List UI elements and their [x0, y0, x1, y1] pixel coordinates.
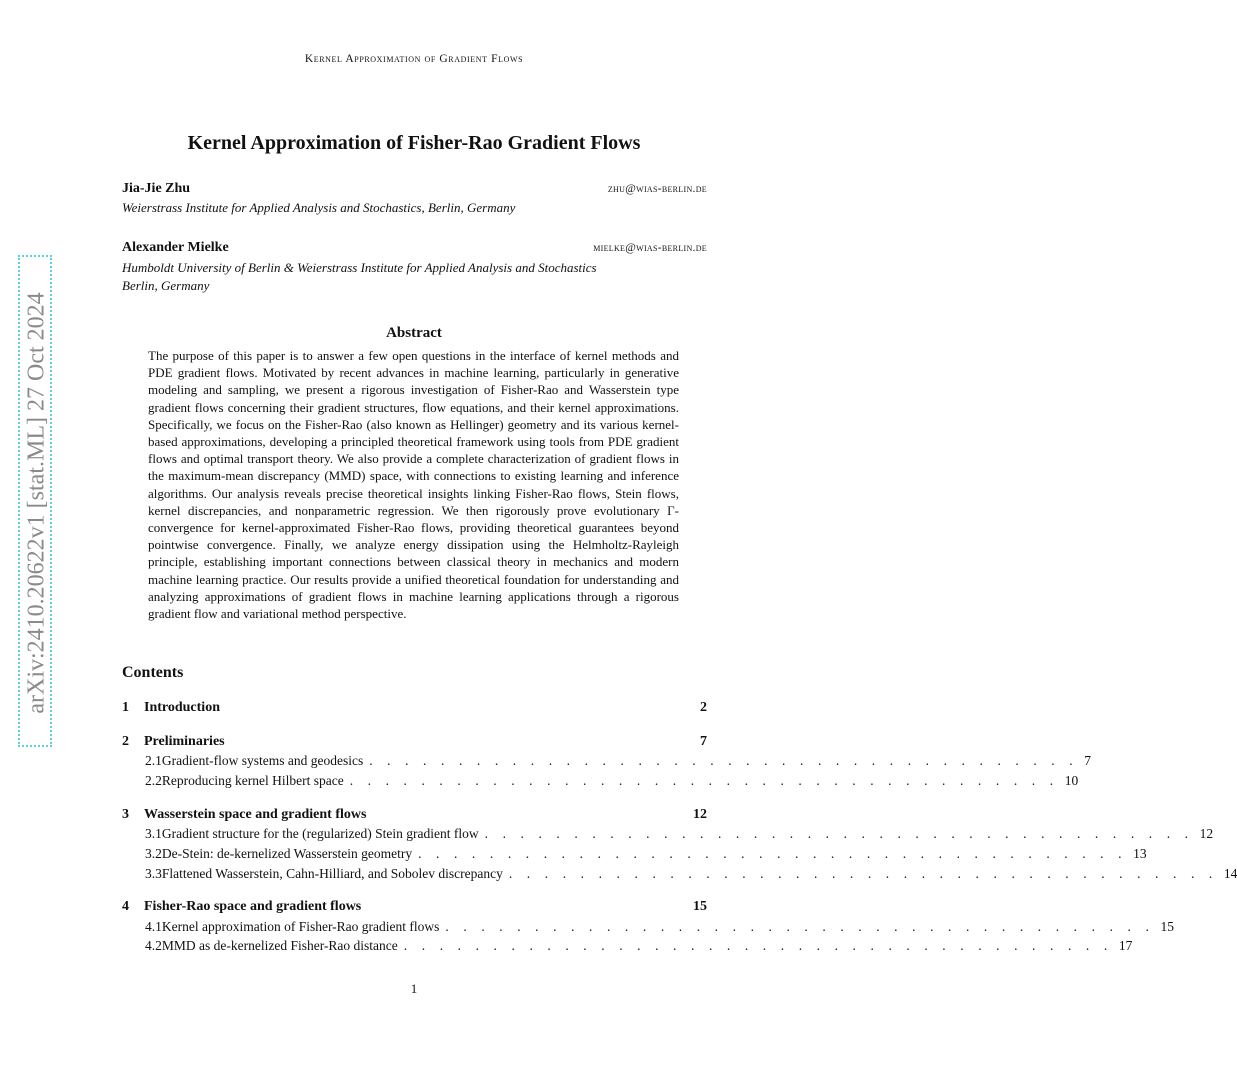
running-head: Kernel Approximation of Gradient Flows: [304, 53, 524, 65]
toc-subsection[interactable]: [145, 919, 1174, 939]
toc-subsection[interactable]: [145, 773, 1079, 793]
toc-leader-dots: . . . . . . . . . . . . . . . . . . . . . . . . . . . . . . . . . . . . . . . .: [508, 866, 1218, 881]
toc-subsection[interactable]: [145, 938, 1133, 958]
toc-subsection-title: Flattened Wasserstein, Cahn-Hilliard, and Sobolev discrepancy: [161, 866, 503, 881]
toc-page-number: 17: [1118, 938, 1133, 953]
author-affiliation: Humboldt University of Berlin & Weierstrass Institute for Applied Analysis and Stochastics: [122, 260, 597, 275]
toc-leader-dots: . . . . . . . . . . . . . . . . . . . . . . . . . . . . . . . . . . . . . . . .: [418, 846, 1128, 861]
author-affiliation: Weierstrass Institute for Applied Analysis and Stochastics, Berlin, Germany: [122, 200, 516, 215]
toc-subsection-number: 2.2: [145, 773, 162, 788]
toc-subsection-title: MMD as de-kernelized Fisher-Rao distance: [161, 938, 398, 953]
toc-section-title: Wasserstein space and gradient flows: [144, 807, 367, 822]
toc-subsection-number: 4.1: [145, 919, 162, 934]
toc-section-number: 3: [122, 807, 129, 822]
author-name: Jia-Jie Zhu: [122, 181, 191, 196]
toc-section[interactable]: [122, 807, 707, 827]
toc-section-number: 2: [122, 734, 129, 749]
toc-page-number: 12: [1199, 826, 1214, 841]
toc-page-number: 13: [1133, 846, 1147, 861]
toc-leader-dots: . . . . . . . . . . . . . . . . . . . . . . . . . . . . . . . . . . . . . . . .: [369, 753, 1079, 768]
toc-leader-dots: . . . . . . . . . . . . . . . . . . . . . . . . . . . . . . . . . . . . . . . .: [445, 919, 1155, 934]
toc-section[interactable]: [122, 734, 707, 754]
arxiv-identifier: arXiv:2410.20622v1 [stat.ML] 27 Oct 2024: [23, 292, 50, 714]
paper-title: Kernel Approximation of Fisher-Rao Gradient Flows: [187, 132, 641, 154]
toc-subsection-number: 4.2: [145, 938, 162, 953]
toc-subsection-number: 2.1: [145, 753, 162, 768]
toc-section-number: 4: [122, 899, 129, 914]
toc-page-number: 14: [1223, 866, 1237, 881]
toc-subsection[interactable]: [145, 846, 1147, 866]
toc-page-number: 15: [1160, 919, 1174, 934]
author-email: mielke@wias-berlin.de: [593, 242, 707, 254]
toc-subsection[interactable]: [145, 826, 1214, 846]
contents-heading: Contents: [122, 664, 184, 681]
toc-section[interactable]: [122, 899, 707, 919]
toc-section-title: Preliminaries: [144, 734, 225, 749]
toc-page-number: 12: [693, 807, 707, 822]
toc-section[interactable]: [122, 700, 707, 720]
author-affiliation: Berlin, Germany: [122, 278, 210, 293]
toc-subsection-number: 3.3: [145, 866, 162, 881]
arxiv-stamp: [18, 255, 52, 747]
abstract-heading: Abstract: [386, 325, 442, 341]
toc-subsection-number: 3.2: [145, 846, 162, 861]
author-name: Alexander Mielke: [122, 240, 229, 255]
toc-leader-dots: . . . . . . . . . . . . . . . . . . . . . . . . . . . . . . . . . . . . . . . .: [484, 826, 1194, 841]
page-number: 1: [410, 981, 418, 996]
toc-subsection-title: De-Stein: de-kernelized Wasserstein geometry: [161, 846, 413, 861]
toc-section-title: Fisher-Rao space and gradient flows: [144, 899, 362, 914]
toc-section-number: 1: [122, 700, 129, 715]
toc-section-title: Introduction: [144, 700, 220, 715]
toc-page-number: 7: [700, 734, 707, 749]
toc-subsection-number: 3.1: [145, 826, 162, 841]
toc-leader-dots: . . . . . . . . . . . . . . . . . . . . . . . . . . . . . . . . . . . . . . . .: [349, 773, 1059, 788]
toc-subsection-title: Kernel approximation of Fisher-Rao gradient flows: [161, 919, 440, 934]
toc-subsection[interactable]: [145, 866, 1237, 886]
toc-subsection-title: Gradient-flow systems and geodesics: [161, 753, 364, 768]
toc-page-number: 10: [1064, 773, 1079, 788]
abstract-text: The purpose of this paper is to answer a few open questions in the interface of kernel methods and PDE gradient flows. Motivated by recent advances in machine learning, particularly in generative modeling and sampling, we present a rigorous investigation of Fisher-Rao and Wasserstein type gradient flows concerning their gradient structures, flow equations, and their kernel approximations. Specifically, we focus on the Fisher-Rao (also known as Hellinger) geometry and its various kernel-based approximations, developing a principled theoretical framework using tools from PDE gradient flows and optimal transport theory. We also provide a complete characterization of gradient flows in the maximum-mean discrepancy (MMD) space, with connections to existing learning and inference algorithms. Our analysis reveals precise theoretical insights linking Fisher-Rao flows, Stein flows, kernel discrepancies, and nonparametric regression. We then rigorously prove evolutionary Γ-convergence for kernel-approximated Fisher-Rao flows, providing theoretical guarantees beyond pointwise convergence. Finally, we analyze energy dissipation using the Helmholtz-Rayleigh principle, establishing important connections between classical theory in mechanics and modern machine learning practice. Our results provide a unified theoretical foundation for understanding and analyzing approximations of gradient flows in machine learning applications through a rigorous gradient flow and variational method perspective.: [148, 348, 679, 622]
toc-page-number: 7: [1084, 753, 1091, 768]
toc-leader-dots: . . . . . . . . . . . . . . . . . . . . . . . . . . . . . . . . . . . . . . . .: [403, 938, 1113, 953]
toc-page-number: 2: [700, 700, 707, 715]
toc-subsection-title: Gradient structure for the (regularized) Stein gradient flow: [161, 826, 479, 841]
author-email: zhu@wias-berlin.de: [607, 183, 707, 195]
toc-page-number: 15: [693, 899, 707, 914]
toc-subsection-title: Reproducing kernel Hilbert space: [161, 773, 344, 788]
toc-subsection[interactable]: [145, 753, 1091, 773]
